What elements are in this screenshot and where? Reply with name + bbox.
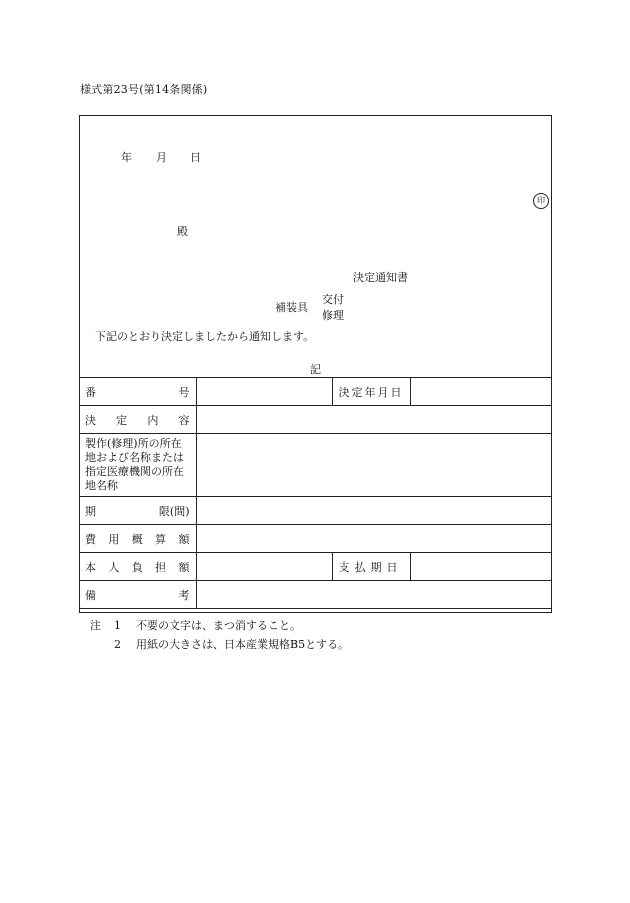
row-maker xyxy=(79,434,552,497)
period-field[interactable] xyxy=(196,497,552,525)
self-burden-label: 本 人 負 担 額 xyxy=(79,553,196,581)
type-option-repair: 修理 xyxy=(322,309,344,322)
decision-date-label: 決定年月日 xyxy=(332,378,410,406)
payment-date-label: 支払期日 xyxy=(332,553,410,581)
maker-field[interactable] xyxy=(196,434,552,497)
note-item xyxy=(90,635,349,654)
remarks-label: 備 考 xyxy=(79,581,196,609)
date-year-label: 年 xyxy=(121,151,132,164)
form-title: 様式第23号(第14条関係) xyxy=(80,83,208,96)
detail-table xyxy=(79,377,552,609)
row-cost-estimate xyxy=(79,525,552,553)
payment-date-field[interactable] xyxy=(410,553,552,581)
row-decision-content xyxy=(79,406,552,434)
row-period xyxy=(79,497,552,525)
seal-icon: 印 xyxy=(533,193,549,209)
note-text: 用紙の大きさは、日本産業規格B5とする。 xyxy=(136,638,350,651)
type-option-grant: 交付 xyxy=(322,293,344,306)
note-text: 不要の文字は、まつ消すること。 xyxy=(136,619,301,632)
number-label: 番 号 xyxy=(79,378,196,406)
self-burden-field[interactable] xyxy=(196,553,332,581)
body-text: 下記のとおり決定しましたから通知します。 xyxy=(95,330,315,343)
cost-estimate-field[interactable] xyxy=(196,525,552,553)
row-number xyxy=(79,378,552,406)
period-label: 期 限(間) xyxy=(79,497,196,525)
note-number: 2 xyxy=(114,638,121,651)
remarks-field[interactable] xyxy=(196,581,552,609)
note-head: 注 xyxy=(90,619,101,632)
notes xyxy=(90,616,349,654)
addressee-honorific: 殿 xyxy=(177,225,188,238)
maker-label: 製作(修理)所の所在地および名称または指定医療機関の所在地名称 xyxy=(79,434,196,497)
note-number: 1 xyxy=(114,619,121,632)
ki-label: 記 xyxy=(310,363,321,376)
decision-content-label: 決 定 内 容 xyxy=(79,406,196,434)
item-label: 補装具 xyxy=(275,301,308,314)
decision-content-field[interactable] xyxy=(196,406,552,434)
cost-estimate-label: 費 用 概 算 額 xyxy=(79,525,196,553)
document-title: 決定通知書 xyxy=(353,271,408,284)
row-remarks xyxy=(79,581,552,609)
date-day-label: 日 xyxy=(190,151,201,164)
date-month-label: 月 xyxy=(156,151,167,164)
number-field[interactable] xyxy=(196,378,332,406)
note-item xyxy=(90,616,349,635)
row-self-burden xyxy=(79,553,552,581)
decision-date-field[interactable] xyxy=(410,378,552,406)
